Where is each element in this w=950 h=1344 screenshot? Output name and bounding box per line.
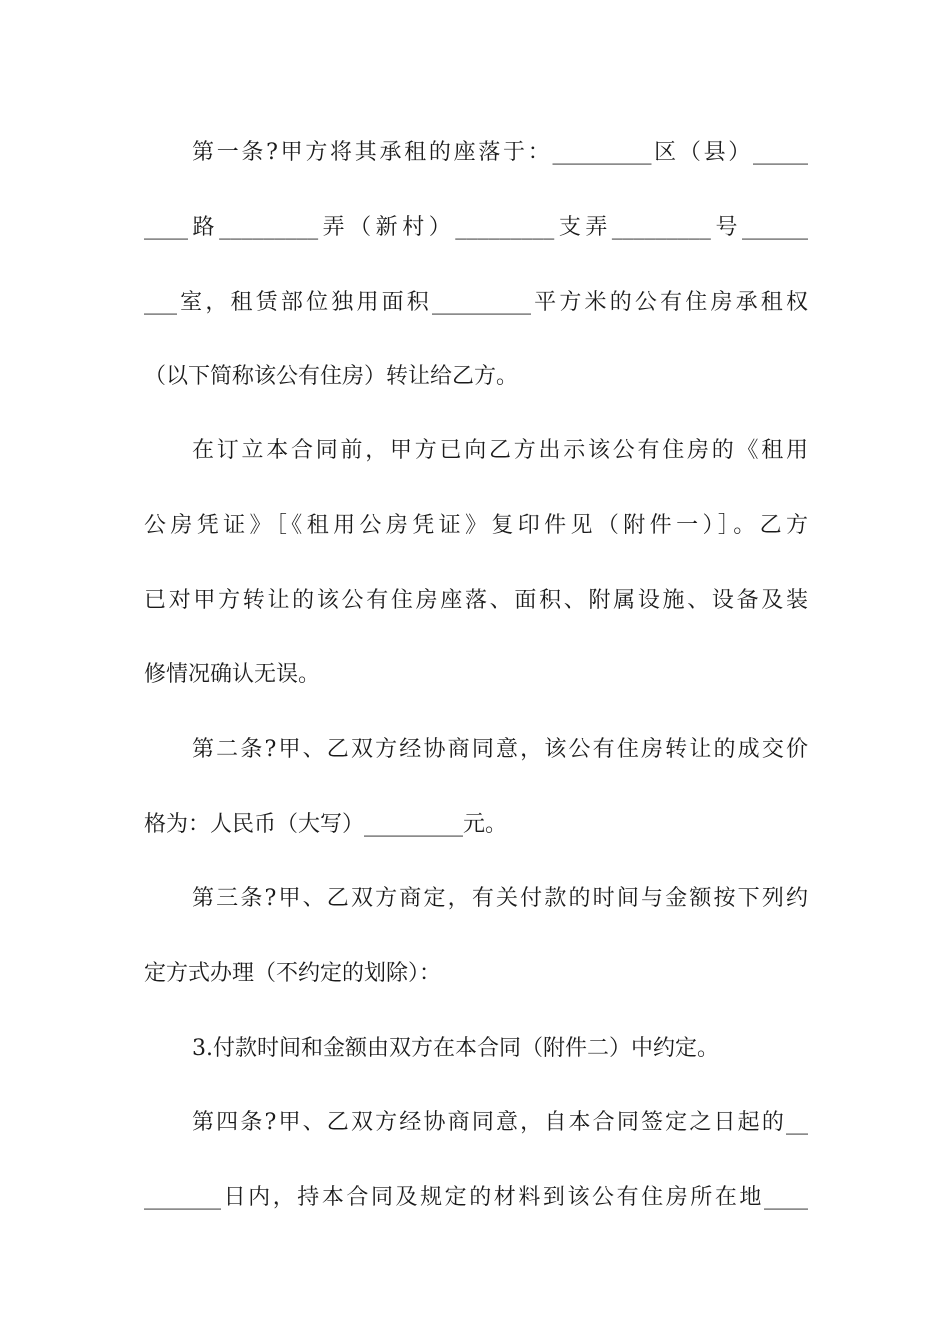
article-2-line-1: 第二条?甲、乙双方经协商同意，该公有住房转让的成交价 xyxy=(192,737,808,762)
item-3-line: 3.付款时间和金额由双方在本合同（附件二）中约定。 xyxy=(192,1036,719,1061)
article-1-line-3: ___室，租赁部位独用面积_________平方米的公有住房承租权 xyxy=(144,290,808,315)
article-2-line-2: 格为：人民币（大写）_________元。 xyxy=(144,812,508,837)
paragraph-2-line-3: 已对甲方转让的该公有住房座落、面积、附属设施、设备及装 xyxy=(144,588,808,613)
paragraph-2-line-1: 在订立本合同前，甲方已向乙方出示该公有住房的《租用 xyxy=(192,438,808,463)
article-1-line-4: （以下简称该公有住房）转让给乙方。 xyxy=(144,364,519,389)
paragraph-2-line-2: 公房凭证》［《租用公房凭证》复印件见（附件一）］。乙方 xyxy=(144,513,808,538)
article-3-line-2: 定方式办理（不约定的划除）： xyxy=(144,961,442,986)
article-3-line-1: 第三条?甲、乙双方商定，有关付款的时间与金额按下列约 xyxy=(192,886,808,911)
article-1-line-2: ____路_________弄（新村）_________支弄_________号______ xyxy=(144,215,808,240)
article-4-line-2: _______日内，持本合同及规定的材料到该公有住房所在地____ xyxy=(144,1185,808,1210)
article-1-line-1: 第一条?甲方将其承租的座落于：_________区（县）_____ xyxy=(192,140,808,165)
article-4-line-1: 第四条?甲、乙双方经协商同意，自本合同签定之日起的__ xyxy=(192,1110,808,1135)
paragraph-2-line-4: 修情况确认无误。 xyxy=(144,662,321,687)
